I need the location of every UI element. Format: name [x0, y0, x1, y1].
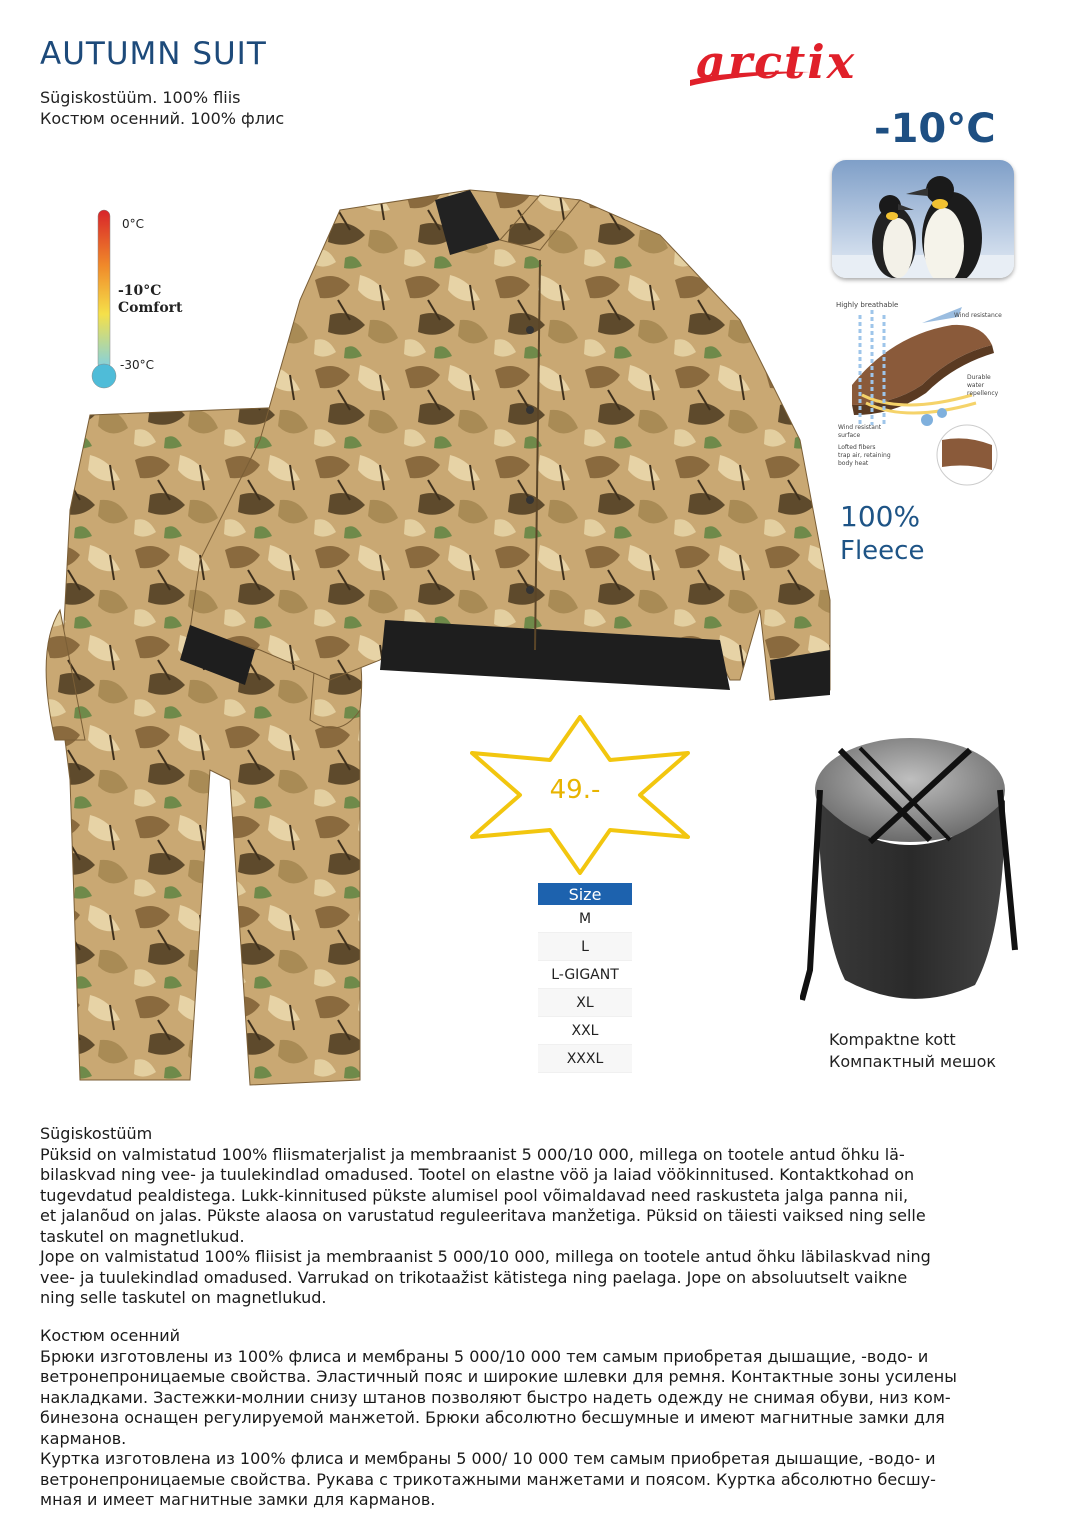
size-row: M: [538, 905, 632, 933]
description-line: бинезона оснащен регулируемой манжетой. Брюки абсолютно бесшумные и имеют магнитные замки для: [40, 1408, 945, 1427]
description-line: ning selle taskutel on magnetlukud.: [40, 1288, 327, 1307]
brand-logo-text: arctix: [696, 40, 857, 89]
bag-caption-ru: Компактный мешок: [829, 1052, 997, 1071]
svg-text:Wind resistance: Wind resistance: [954, 312, 1002, 319]
description-line: Куртка изготовлена из 100% флиса и мембраны 5 000/ 10 000 тем самым приобретая дышащие, -водо- и: [40, 1449, 936, 1468]
description-line: vee- ja tuulekindlad omadused. Varrukad on trikotaažist kätistega ning paelaga. Jope on absoluutselt vaikne: [40, 1267, 908, 1287]
material-percent: 100%: [840, 500, 921, 533]
description-et-heading: Sügiskostüüm: [40, 1124, 153, 1143]
description-line: tugevdatud pealdistega. Lukk-kinnitused pükste alumisel pool võimaldavad need raskusteta jalga panna nii,: [40, 1185, 909, 1205]
svg-text:water: water: [967, 382, 985, 389]
description-line: et jalanõud on jalas. Pükste alaosa on varustatud reguleeritava manžetiga. Püksid on täiesti vaiksed ning selle: [40, 1206, 926, 1225]
thermo-comfort-temp: -10°C: [118, 283, 162, 299]
size-row: L-GIGANT: [538, 961, 632, 989]
size-row: L: [538, 933, 632, 961]
size-table: [538, 883, 632, 1073]
description-line: накладками. Застежки-молнии снизу штанов позволяют быстро надеть одежду не снимая обуви, низ ком-: [40, 1387, 951, 1407]
description-line: Püksid on valmistatud 100% fliismaterjalist ja membraanist 5 000/10 000, millega on tootele antud õhku lä-: [40, 1144, 905, 1164]
description-ru: [40, 1326, 1030, 1511]
description-ru-heading: Костюм осенний: [40, 1326, 181, 1345]
membrane-diagram: [832, 295, 1022, 495]
penguin-image: [832, 160, 1014, 278]
svg-text:surface: surface: [838, 432, 861, 439]
svg-text:Highly breathable: Highly breathable: [836, 301, 899, 309]
page-title: AUTUMN SUIT: [40, 36, 267, 72]
description-line: taskutel on magnetlukud.: [40, 1226, 245, 1246]
thermo-comfort-label: Comfort: [118, 300, 183, 316]
description-line: Jope on valmistatud 100% fliisist ja membraanist 5 000/10 000, millega on tootele antud õhku läbilaskvad ning: [40, 1247, 931, 1266]
material-name: Fleece: [840, 536, 925, 566]
svg-text:Durable: Durable: [967, 374, 991, 381]
description-line: ветронепроницаемые свойства. Рукава с трикотажными манжетами и поясом. Куртка абсолютно бесшу-: [40, 1469, 936, 1489]
svg-text:Lofted fibers: Lofted fibers: [838, 444, 876, 451]
price-label: 49.-: [549, 775, 601, 805]
svg-text:trap air, retaining: trap air, retaining: [838, 452, 891, 459]
description-line: Брюки изготовлены из 100% флиса и мембраны 5 000/10 000 тем самым приобретая дышащие, -водо- и: [40, 1346, 929, 1366]
size-row: XL: [538, 989, 632, 1017]
description-et: [40, 1124, 1030, 1309]
description-line: ветронепроницаемые свойства. Эластичный пояс и широкие шлевки для ремня. Контактные зоны усилены: [40, 1367, 957, 1386]
temperature-rating: -10°C: [874, 106, 996, 152]
compact-bag-image: [800, 730, 1025, 1020]
size-row: XXXL: [538, 1045, 632, 1073]
description-line: bilaskvad ning vee- ja tuulekindlad omadused. Tootel on elastne vöö ja laiad vöökinnitused. Kontaktkohad on: [40, 1165, 915, 1184]
svg-text:body heat: body heat: [838, 460, 869, 467]
subtitle-ru: Костюм осенний. 100% флис: [40, 109, 285, 128]
bag-caption-et: Kompaktne kott: [829, 1030, 956, 1049]
size-row: XXL: [538, 1017, 632, 1045]
svg-text:repellency: repellency: [967, 390, 999, 397]
size-table-header: Size: [538, 883, 632, 905]
description-line: карманов.: [40, 1428, 127, 1448]
subtitle-et: Sügiskostüüm. 100% fliis: [40, 88, 241, 107]
product-image: [40, 180, 840, 1100]
description-line: мная и имеет магнитные замки для карманов.: [40, 1490, 436, 1509]
brand-logo: [690, 40, 1020, 90]
svg-text:Wind resistant: Wind resistant: [838, 424, 882, 431]
thermo-top-label: 0°C: [122, 217, 145, 231]
thermo-bottom-label: -30°C: [120, 358, 154, 372]
